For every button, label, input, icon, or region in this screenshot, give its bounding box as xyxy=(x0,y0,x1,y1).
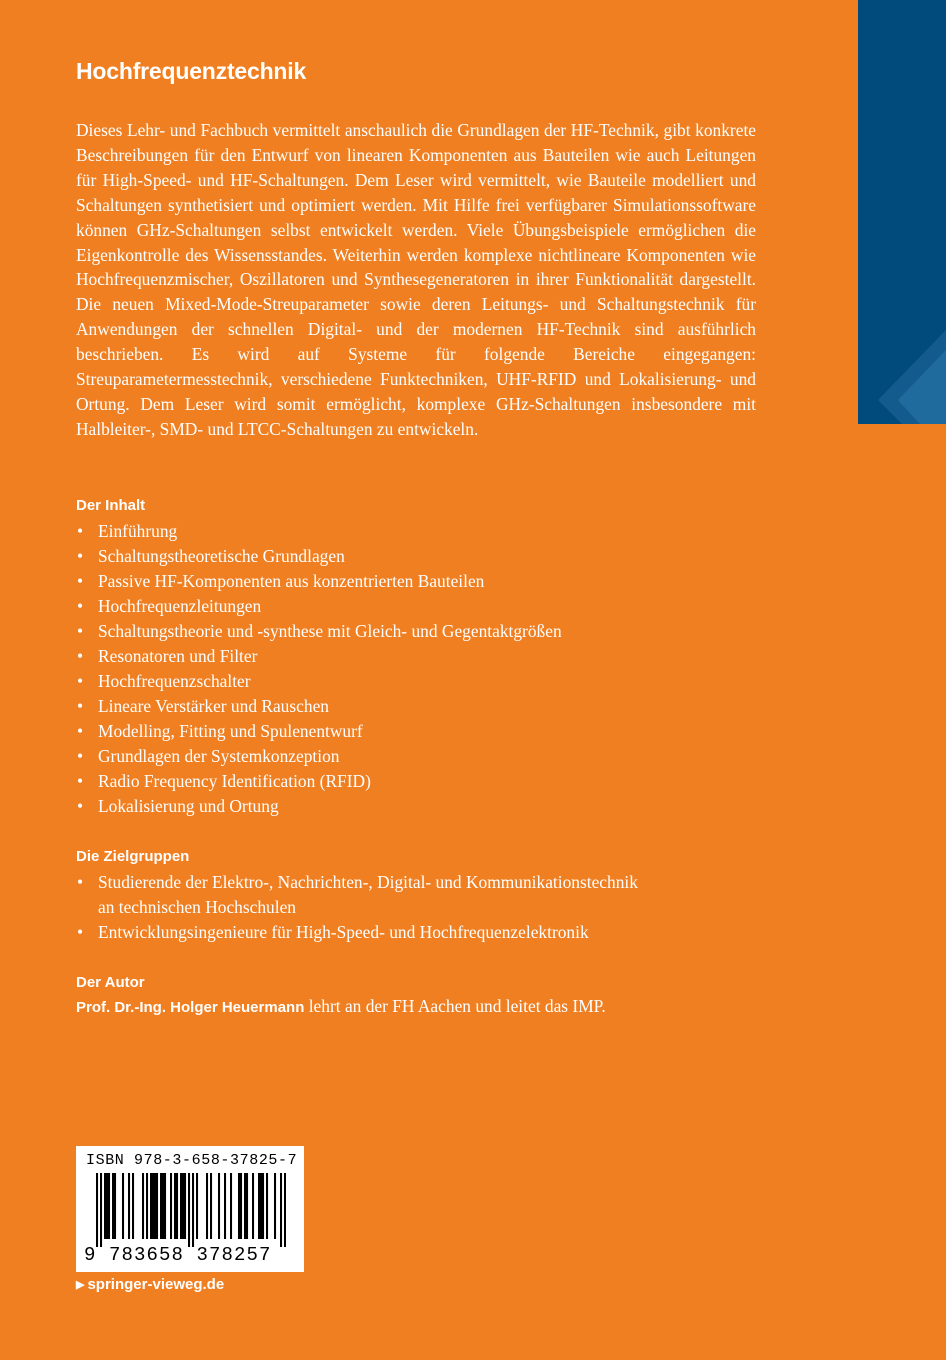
barcode-bar xyxy=(114,1173,116,1239)
audience-item-text: Entwicklungsingenieure für High-Speed- und Hochfrequenzelektronik xyxy=(98,922,589,942)
barcode-bar xyxy=(284,1173,286,1247)
audience-heading: Die Zielgruppen xyxy=(76,848,190,865)
contents-item xyxy=(76,644,562,669)
barcode-bar xyxy=(274,1173,276,1239)
bullet-icon: • xyxy=(77,521,84,541)
barcode-bar xyxy=(132,1173,134,1239)
barcode-bar xyxy=(182,1173,184,1239)
contents-item-text: Resonatoren und Filter xyxy=(98,646,258,666)
contents-item xyxy=(76,619,562,644)
bullet-icon: • xyxy=(77,571,84,591)
barcode-bar xyxy=(154,1173,156,1239)
barcode-bar xyxy=(240,1173,242,1239)
barcode-bar xyxy=(210,1173,212,1239)
contents-list xyxy=(76,519,562,819)
bullet-icon: • xyxy=(77,796,84,816)
barcode-bar xyxy=(252,1173,254,1239)
author-text: lehrt an der FH Aachen und leitet das IMP. xyxy=(304,996,606,1016)
barcode-bar xyxy=(152,1173,154,1239)
barcode-bar xyxy=(170,1173,172,1239)
barcode-bar xyxy=(100,1173,102,1247)
barcode-bar xyxy=(238,1173,240,1239)
barcode-bar xyxy=(96,1173,98,1247)
barcode-bar xyxy=(218,1173,220,1239)
barcode-bar xyxy=(224,1173,226,1239)
barcode-bar xyxy=(162,1173,164,1239)
barcode-bar xyxy=(230,1173,232,1239)
bullet-icon: • xyxy=(77,696,84,716)
contents-item-text: Schaltungstheoretische Grundlagen xyxy=(98,546,345,566)
barcode-bar xyxy=(206,1173,208,1239)
arrow-right-icon: ▶ xyxy=(76,1279,85,1291)
contents-item xyxy=(76,719,562,744)
isbn-label: ISBN 978-3-658-37825-7 xyxy=(86,1152,298,1169)
bullet-icon: • xyxy=(77,546,84,566)
barcode-bar xyxy=(258,1173,260,1239)
contents-item xyxy=(76,794,562,819)
contents-item xyxy=(76,694,562,719)
barcode-bar xyxy=(104,1173,106,1239)
bullet-icon: • xyxy=(77,621,84,641)
barcode-bar xyxy=(112,1173,114,1239)
contents-item xyxy=(76,744,562,769)
contents-item-text: Modelling, Fitting und Spulenentwurf xyxy=(98,721,363,741)
contents-item xyxy=(76,594,562,619)
barcode-bar xyxy=(266,1173,268,1239)
barcode-bar xyxy=(108,1173,110,1239)
intro-paragraph: Dieses Lehr- und Fachbuch vermittelt anschaulich die Grundlagen der HF-Technik, gibt konkrete Beschreibungen für den Entwurf von linearen Komponenten aus Bauteilen wie auch Leitungen für High-Speed- und HF-Schaltungen. Dem Leser wird vermittelt, wie Bauteile modelliert und Schaltungen synthetisiert und optimiert werden. Mit Hilfe frei verfügbarer Simulationssoftware können GHz-Schaltungen selbst entwickelt werden. Viele Übungsbeispiele ermöglichen die Eigenkontrolle des Wissensstandes. Weiterhin werden komplexe nichtlineare Komponenten wie Hochfrequenzmischer, Oszillatoren und Synthesegeneratoren in ihrer Funktionalität dargestellt. Die neuen Mixed-Mode-Streuparameter sowie deren Leitungs- und Schaltungstechnik für Anwendungen der schnellen Digital- und der modernen HF-Technik sind ausführlich beschrieben. Es wird auf Systeme für folgende Bereiche eingegangen: Streuparametermesstechnik, verschiedene Funktechniken, UHF-RFID und Lokalisierung- und Ortung. Dem Leser wird somit ermöglicht, komplexe GHz-Schaltungen insbesondere mit Halbleiter-, SMD- und LTCC-Schaltungen zu entwickeln. xyxy=(76,120,756,439)
barcode-bars xyxy=(96,1173,286,1247)
contents-item xyxy=(76,519,562,544)
audience-list xyxy=(76,870,638,945)
barcode-bar xyxy=(246,1173,248,1239)
contents-item xyxy=(76,669,562,694)
contents-item-text: Einführung xyxy=(98,521,178,541)
accent-tab xyxy=(858,0,946,424)
contents-item-text: Passive HF-Komponenten aus konzentrierten Bauteilen xyxy=(98,571,485,591)
bullet-icon: • xyxy=(77,721,84,741)
contents-item xyxy=(76,544,562,569)
barcode-bar xyxy=(146,1173,148,1239)
barcode-bar xyxy=(180,1173,182,1239)
bullet-icon: • xyxy=(77,646,84,666)
barcode-bar xyxy=(156,1173,158,1239)
bullet-icon: • xyxy=(77,872,84,892)
contents-heading: Der Inhalt xyxy=(76,497,146,514)
audience-item-text: Studierende der Elektro-, Nachrichten-, Digital- und Kommunikationstechnik xyxy=(98,872,638,892)
barcode-bar xyxy=(160,1173,162,1239)
author-heading: Der Autor xyxy=(76,974,145,991)
bullet-icon: • xyxy=(77,671,84,691)
contents-item-text: Hochfrequenzleitungen xyxy=(98,596,262,616)
ean-digits: 9 783658 378257 xyxy=(84,1244,272,1266)
isbn-barcode xyxy=(76,1146,304,1272)
barcode-bar xyxy=(188,1173,190,1247)
barcode-bar xyxy=(244,1173,246,1239)
contents-item xyxy=(76,569,562,594)
barcode-bar xyxy=(142,1173,144,1239)
barcode-bar xyxy=(280,1173,282,1247)
barcode-bar xyxy=(174,1173,176,1239)
contents-item-text: Lineare Verstärker und Rauschen xyxy=(98,696,329,716)
contents-item-text: Schaltungstheorie und -synthese mit Gleich- und Gegentaktgrößen xyxy=(98,621,562,641)
barcode-bar xyxy=(122,1173,124,1239)
bullet-icon: • xyxy=(77,746,84,766)
author-line xyxy=(76,996,606,1017)
book-title: Hochfrequenztechnik xyxy=(76,58,307,84)
publisher-url[interactable] xyxy=(76,1276,224,1293)
barcode-bar xyxy=(192,1173,194,1247)
contents-item-text: Lokalisierung und Ortung xyxy=(98,796,279,816)
barcode-bar xyxy=(128,1173,130,1239)
publisher-url-text: springer-vieweg.de xyxy=(87,1276,225,1293)
barcode-bar xyxy=(164,1173,166,1239)
contents-item-text: Hochfrequenzschalter xyxy=(98,671,251,691)
contents-item-text: Grundlagen der Systemkonzeption xyxy=(98,746,340,766)
barcode-bar xyxy=(262,1173,264,1239)
barcode-bar xyxy=(176,1173,178,1239)
contents-item xyxy=(76,769,562,794)
barcode-bar xyxy=(260,1173,262,1239)
audience-item-text: an technischen Hochschulen xyxy=(98,897,296,917)
diagonal-stripe-decoration xyxy=(858,0,946,424)
author-name: Prof. Dr.-Ing. Holger Heuermann xyxy=(76,999,305,1016)
audience-item xyxy=(76,920,638,945)
bullet-icon: • xyxy=(77,596,84,616)
audience-item xyxy=(76,870,638,920)
barcode-bar xyxy=(196,1173,198,1239)
bullet-icon: • xyxy=(77,771,84,791)
bullet-icon: • xyxy=(77,922,84,942)
barcode-bar xyxy=(184,1173,186,1239)
barcode-bar xyxy=(106,1173,108,1239)
contents-item-text: Radio Frequency Identification (RFID) xyxy=(98,771,371,791)
barcode-bar xyxy=(150,1173,152,1239)
